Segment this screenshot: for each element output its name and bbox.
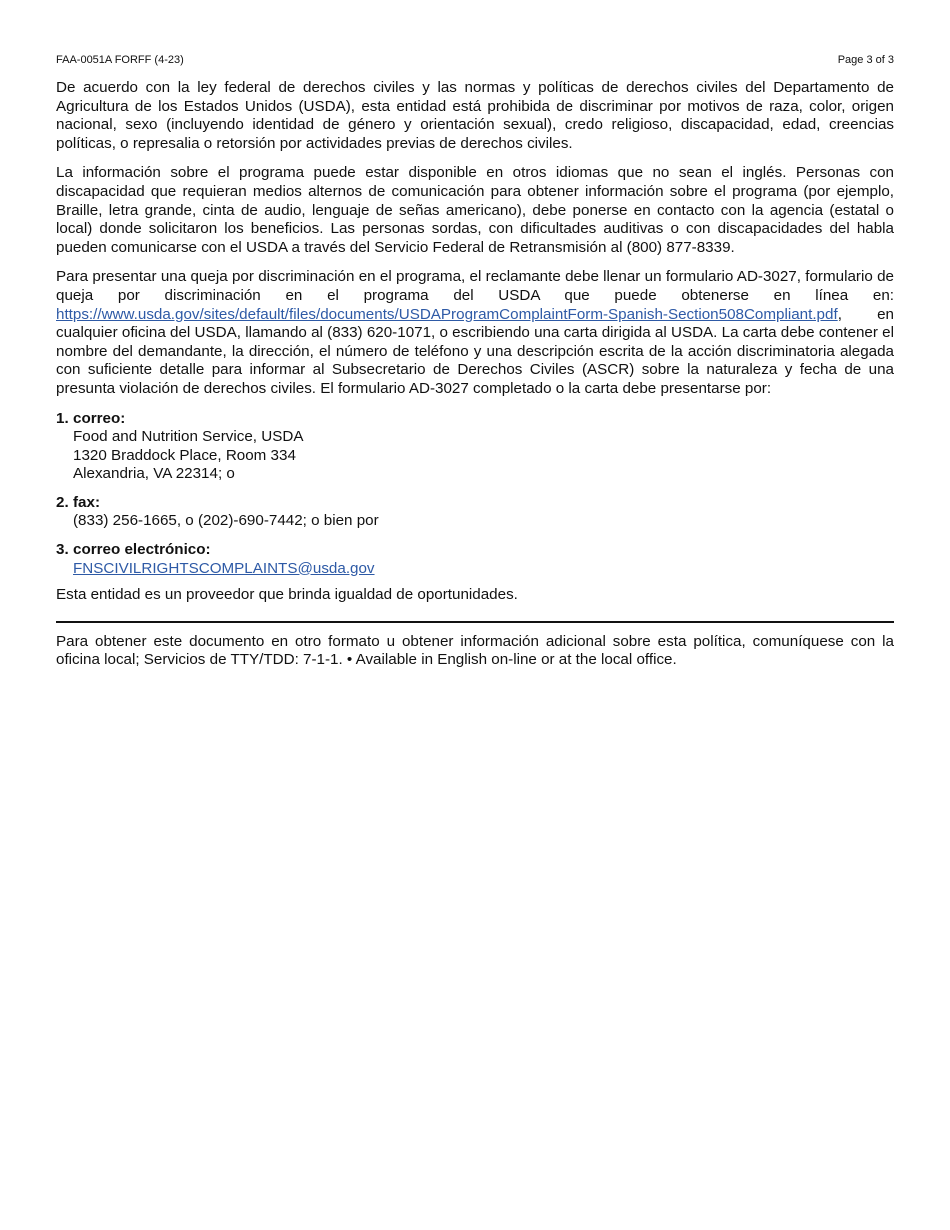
list-item-number: 1. <box>56 409 69 427</box>
complaint-text-after-link: , en cualquier oficina del USDA, llamando al (833) 620-1071, o escribiendo una carta dirigida al USDA. La carta debe contener el nombre del demandante, la dirección, el número de teléfono y una descripción escrita de la acción discriminatoria alegada con suficiente detalle para informar al Subsecretario de Derechos Civiles (ASCR) sobre la naturaleza y fecha de una presunta violación de derechos civiles. El formulario AD-3027 completado o la carta debe presentarse por: <box>56 305 894 397</box>
list-item-email <box>56 541 894 578</box>
email-link[interactable]: FNSCIVILRIGHTSCOMPLAINTS@usda.gov <box>73 559 375 577</box>
address-line: Food and Nutrition Service, USDA <box>73 428 304 446</box>
divider-rule <box>56 621 894 623</box>
address-line: 1320 Braddock Place, Room 334 <box>73 446 296 464</box>
list-item-number: 2. <box>56 493 69 511</box>
footer-note: Para obtener este documento en otro formato u obtener información adicional sobre esta política, comuníquese con la oficina local; Servicios de TTY/TDD: 7-1-1. • Available in English on-line or at the local office. <box>56 632 894 669</box>
list-item-title: fax: <box>73 493 101 511</box>
mail-address <box>56 428 894 484</box>
form-id: FAA-0051A FORFF (4-23) <box>56 54 184 66</box>
submission-methods-list <box>56 410 894 579</box>
complaint-text-before-link: Para presentar una queja por discriminación en el programa, el reclamante debe llenar un formulario AD-3027, formulario de queja por discriminación en el programa del USDA que puede obtenerse en línea en: <box>56 268 894 304</box>
list-item-heading <box>56 410 894 429</box>
nondiscrimination-paragraph: De acuerdo con la ley federal de derechos civiles y las normas y políticas de derechos civiles del Departamento de Agricultura de los Estados Unidos (USDA), esta entidad está prohibida de discriminar por motivos de raza, color, origen nacional, sexo (incluyendo identidad de género y orientación sexual), credo religioso, discapacidad, edad, creencias políticas, o represalia o retorsión por actividades previas de derechos civiles. <box>56 79 894 152</box>
complaint-form-link[interactable]: https://www.usda.gov/sites/default/files/documents/USDAProgramComplaintForm-Spanish-Section508Compliant.pdf <box>56 305 838 323</box>
page-indicator: Page 3 of 3 <box>837 54 894 66</box>
list-item-title: correo electrónico: <box>73 541 211 559</box>
list-item-number: 3. <box>56 541 69 559</box>
list-item-fax <box>56 494 894 531</box>
email-container <box>56 560 894 579</box>
equal-opportunity-statement: Esta entidad es un proveedor que brinda igualdad de oportunidades. <box>56 586 518 604</box>
fax-numbers <box>56 512 894 531</box>
fax-line: (833) 256-1665, o (202)-690-7442; o bien por <box>73 512 379 530</box>
list-item-mail <box>56 410 894 484</box>
address-line: Alexandria, VA 22314; o <box>73 465 235 483</box>
list-item-heading <box>56 494 894 513</box>
complaint-paragraph <box>56 268 894 398</box>
list-item-title: correo: <box>73 409 126 427</box>
alternate-language-paragraph: La información sobre el programa puede estar disponible en otros idiomas que no sean el inglés. Personas con discapacidad que requieran medios alternos de comunicación para obtener información sobre el programa (por ejemplo, Braille, letra grande, cinta de audio, lenguaje de señas americano), debe ponerse en contacto con la agencia (estatal o local) donde solicitaron los beneficios. Las personas sordas, con dificultades auditivas o con discapacidades del habla pueden comunicarse con el USDA a través del Servicio Federal de Retransmisión al (800) 877-8339. <box>56 164 894 256</box>
list-item-heading <box>56 541 894 560</box>
page-header <box>56 0 894 67</box>
